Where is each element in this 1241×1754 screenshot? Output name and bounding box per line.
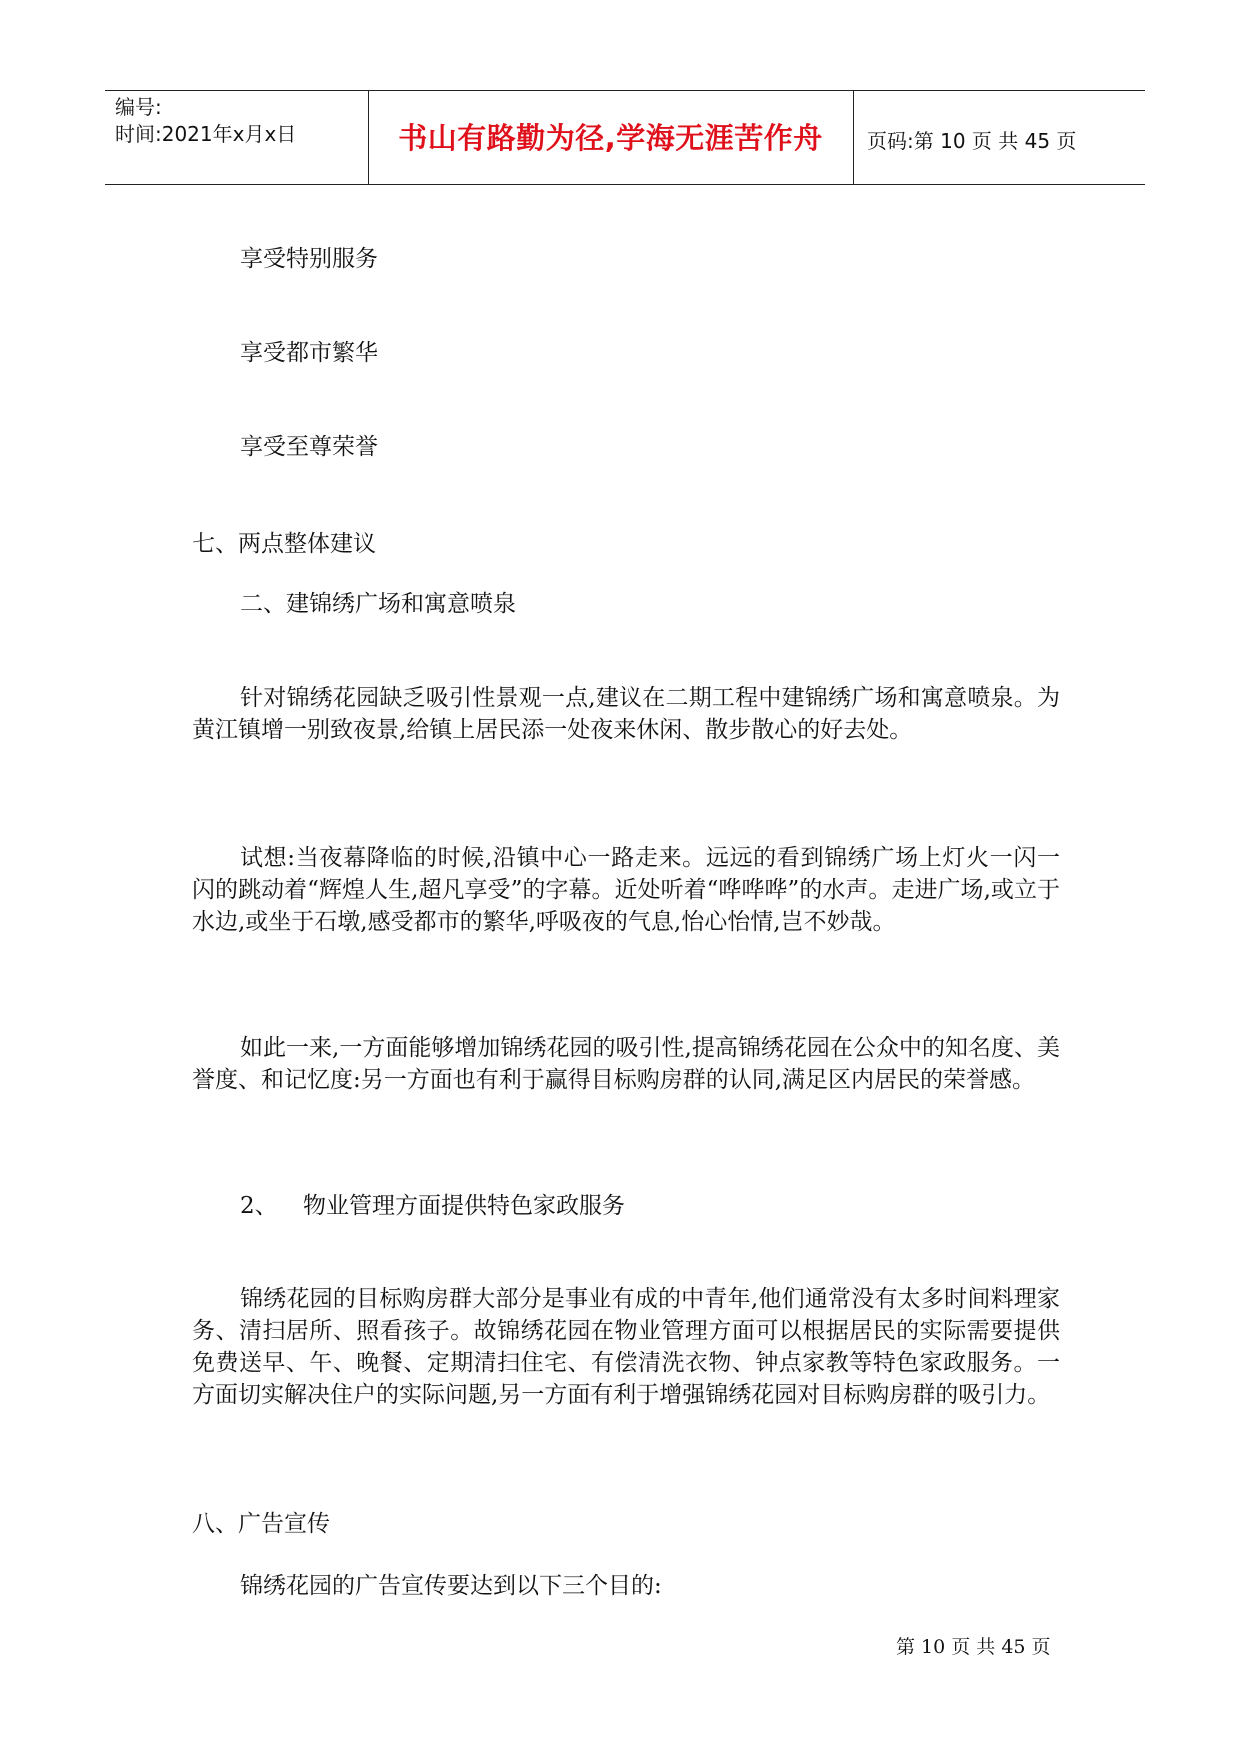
document-time-label: 时间:2021年x月x日: [115, 122, 297, 146]
subsection-plaza-heading: 二、建锦绣广场和寓意喷泉: [240, 591, 516, 617]
header-right-cell: [855, 91, 1145, 184]
section-7-heading: 七、两点整体建议: [192, 531, 376, 557]
enjoy-city-prosperity: 享受都市繁华: [240, 340, 378, 366]
section-8-heading: 八、广告宣传: [192, 1511, 330, 1537]
paragraph-imagine-night: 试想:当夜幕降临的时候,沿镇中心一路走来。远远的看到锦绣广场上灯火一闪一闪的跳动着“辉煌人生,超凡享受”的字幕。近处听着“哗哗哗”的水声。走进广场,或立于水边,或坐于石墩,感受都市的繁华,呼吸夜的气息,怡心怡情,岂不妙哉。: [192, 845, 1060, 935]
enjoy-special-service: 享受特别服务: [240, 246, 378, 272]
paragraph-benefits: 如此一来,一方面能够增加锦绣花园的吸引性,提高锦绣花园在公众中的知名度、美誉度、和记忆度:另一方面也有利于赢得目标购房群的认同,满足区内居民的荣誉感。: [192, 1035, 1060, 1093]
footer-page-number: 第 10 页 共 45 页: [896, 1636, 1051, 1658]
paragraph-plaza-suggestion: 针对锦绣花园缺乏吸引性景观一点,建议在二期工程中建锦绣广场和寓意喷泉。为黄江镇增一别致夜景,给镇上居民添一处夜来休闲、散步散心的好去处。: [192, 685, 1060, 743]
paragraph-property-service: 锦绣花园的目标购房群大部分是事业有成的中青年,他们通常没有太多时间料理家务、清扫居所、照看孩子。故锦绣花园在物业管理方面可以根据居民的实际需要提供免费送早、午、晚餐、定期清扫住宅、有偿清洗衣物、钟点家教等特色家政服务。一方面切实解决住户的实际问题,另一方面有利于增强锦绣花园对目标购房群的吸引力。: [192, 1286, 1060, 1408]
header-table: [105, 90, 1145, 185]
enjoy-supreme-honor: 享受至尊荣誉: [240, 434, 378, 460]
header-page-code: 页码:第 10 页 共 45 页: [867, 129, 1077, 153]
document-number-label: 编号:: [115, 95, 162, 119]
header-left-cell: [105, 91, 369, 184]
paragraph-ad-goals: 锦绣花园的广告宣传要达到以下三个目的:: [240, 1573, 662, 1599]
subsection-2-number: 2、: [240, 1193, 278, 1219]
header-middle-cell: [368, 91, 854, 184]
subsection-2-heading: 物业管理方面提供特色家政服务: [303, 1193, 625, 1219]
header-motto: 书山有路勤为径,学海无涯苦作舟: [398, 121, 823, 155]
